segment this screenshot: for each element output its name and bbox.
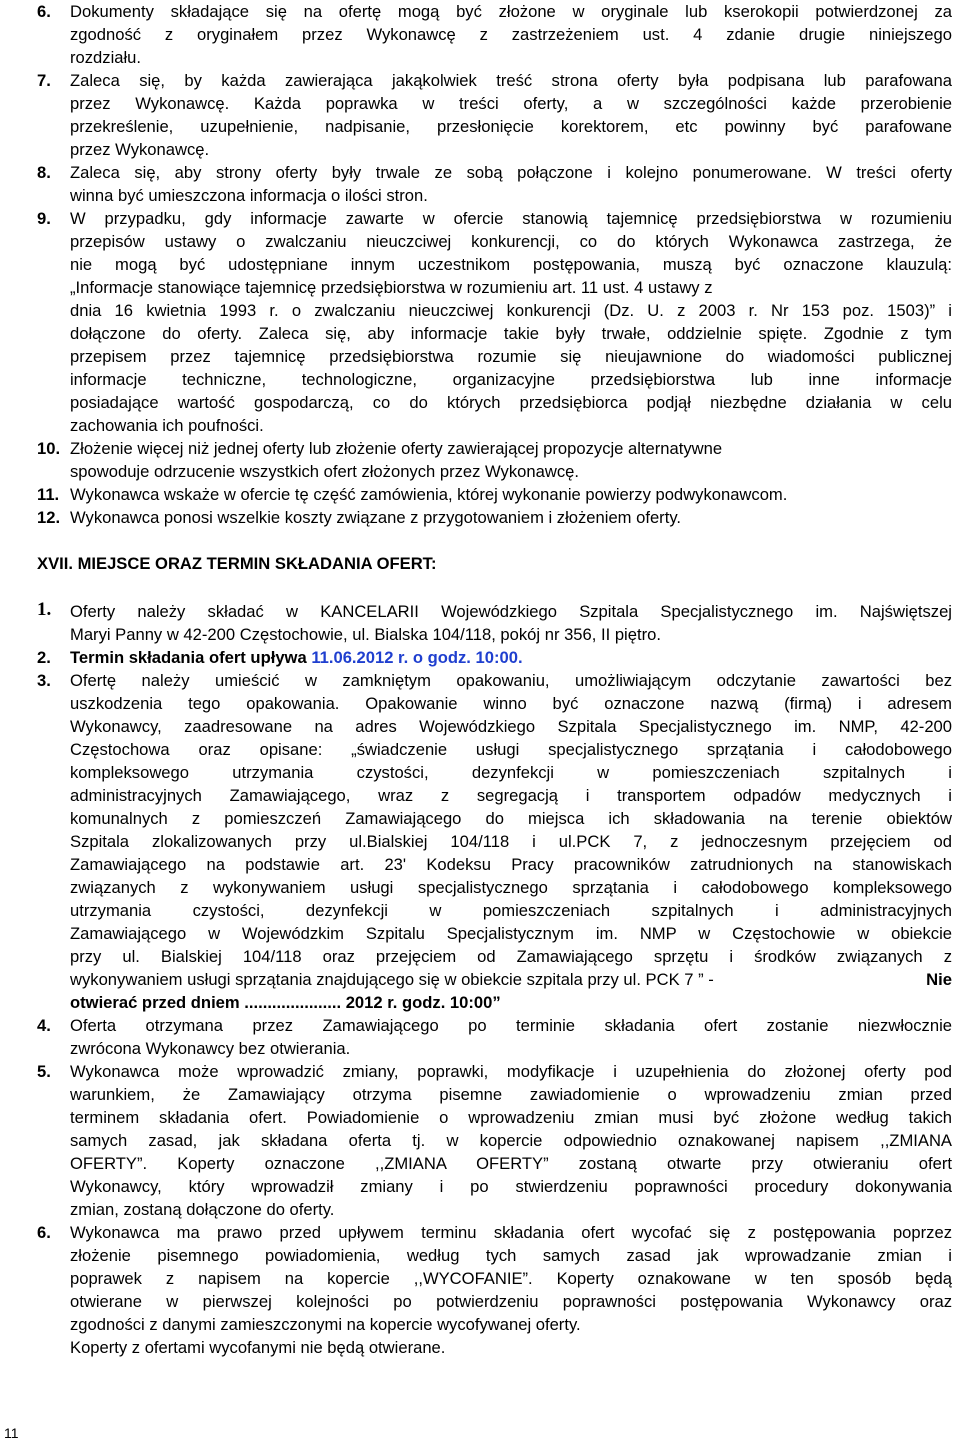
- item-text: spowoduje odrzucenie wszystkich ofert złożonych przez Wykonawcę.: [70, 462, 579, 481]
- item-text: Wykonawca ma prawo przed upływem terminu składania ofert wycofać się z postępowania poprzez: [70, 1223, 952, 1242]
- item-text: terminem składania ofert. Powiadomienie o wprowadzeniu zmian musi być złożone według takich: [70, 1108, 952, 1127]
- item-text: zmian, zostaną dołączone do oferty.: [70, 1200, 335, 1219]
- deadline-label: Termin składania ofert upływa: [70, 648, 307, 667]
- item-number: 5.: [37, 1062, 51, 1081]
- item-text: Zamawiającego w Wojewódzkim Szpitalu Specjalistycznym im. NMP w Częstochowie w obiekcie: [70, 924, 952, 943]
- item-text: Dokumenty składające się na ofertę mogą być złożone w oryginale lub kserokopii potwierdzonej za: [70, 2, 952, 21]
- item-number: 1.: [37, 599, 52, 620]
- item-number: 4.: [37, 1016, 51, 1035]
- item-text: Zaleca się, aby strony oferty były trwale ze sobą połączone i kolejno ponumerowane. W treści oferty: [70, 163, 952, 182]
- item-text: Oferty należy składać w KANCELARII Wojewódzkiego Szpitala Specjalistycznego im. Najświętszej: [70, 602, 952, 621]
- item-number: 9.: [37, 209, 51, 228]
- item-number: 11.: [37, 485, 60, 504]
- item-text: Ofertę należy umieścić w zamkniętym opakowaniu, umożliwiającym odczytanie zawartości bez: [70, 671, 952, 690]
- deadline-period: .: [517, 648, 523, 667]
- item-text: rozdziału.: [70, 48, 142, 67]
- item-text: W przypadku, gdy informacje zawarte w ofercie stanowią tajemnicę przedsiębiorstwa w rozumieniu: [70, 209, 952, 228]
- item-text: winna być umieszczona informacja o ilości stron.: [70, 186, 428, 205]
- item-text-bold: otwierać przed dniem ..................... 2012 r. godz. 10:00”: [70, 993, 501, 1012]
- item-text: informacje techniczne, technologiczne, organizacyjne przedsiębiorstwa lub inne informacje: [70, 370, 952, 389]
- item-text: samych zasad, jak składana oferta tj. w kopercie odpowiednio oznakowanej napisem ,,ZMIANA: [70, 1131, 952, 1150]
- item-text: OFERTY”. Koperty oznaczone ,,ZMIANA OFERTY” zostaną otwarte przy otwieraniu ofert: [70, 1154, 952, 1173]
- item-text: dołączone do oferty. Zaleca się, aby informacje takie były trwałe, oddzielnie spięte. Zgodnie z tym: [70, 324, 952, 343]
- item-text: przez Wykonawcę.: [70, 140, 210, 159]
- item-number: 2.: [37, 648, 51, 667]
- item-text: Złożenie więcej niż jednej oferty lub złożenie oferty zawierającej propozycje alternatywne: [70, 439, 723, 458]
- item-text: komunalnych z pomieszczeń Zamawiającego do miejsca ich składowania na terenie obiektów: [70, 809, 952, 828]
- item-text: zgodność z oryginałem przez Wykonawcę z zastrzeżeniem ust. 4 zdanie drugie niniejszego: [70, 25, 952, 44]
- item-text: Oferta otrzymana przez Zamawiającego po terminie składania ofert zostanie niezwłocznie: [70, 1016, 952, 1035]
- item-number: 3.: [37, 671, 51, 690]
- item-text: przekreślenie, uzupełnienie, nadpisanie, przesłonięcie korektorem, etc powinny być parafowane: [70, 117, 952, 136]
- item-text: uszkodzenia tego opakowania. Opakowanie winno być oznaczone nazwą (firmą) i adresem: [70, 694, 952, 713]
- item-text: Szpitala zlokalizowanych przy ul.Bialskiej 104/118 i ul.PCK 7, z jednoczesnym przejęciem od: [70, 832, 952, 851]
- item-text: Koperty z ofertami wycofanymi nie będą otwierane.: [70, 1338, 446, 1357]
- item-text: zgodności z danymi zamieszczonymi na kopercie wycofywanej oferty.: [70, 1315, 581, 1334]
- item-text: wykonywaniem usługi sprzątania znajdującego się w obiekcie szpitala przy ul. PCK 7 ” -: [70, 970, 714, 989]
- deadline-line: [70, 647, 523, 669]
- item-text: poprawek z napisem na kopercie ,,WYCOFANIE”. Koperty oznakowane w ten sposób będą: [70, 1269, 952, 1288]
- item-text: przy ul. Bialskiej 104/118 oraz przejęciem od Zamawiającego sprzętu i środków związanych z: [70, 947, 952, 966]
- section-heading: XVII. MIEJSCE ORAZ TERMIN SKŁADANIA OFERT:: [37, 554, 437, 573]
- deadline-date: 11.06.2012 r. o godz. 10:00: [311, 648, 518, 667]
- item-text: przepisów ustawy o zwalczaniu nieuczciwej konkurencji, co do których Wykonawca zastrzega, że: [70, 232, 952, 251]
- item-number: 12.: [37, 508, 61, 527]
- item-text: Częstochowa oraz opisane: „świadczenie usługi specjalistycznego sprzątania i całodobowego: [70, 740, 952, 759]
- item-text: zachowania ich poufności.: [70, 416, 264, 435]
- item-number: 10.: [37, 439, 61, 458]
- item-text: Zamawiającego na podstawie art. 23' Kodeksu Pracy pracowników zatrudnionych na stanowiskach: [70, 855, 952, 874]
- item-number: 6.: [37, 2, 51, 21]
- item-text: Wykonawca może wprowadzić zmiany, poprawki, modyfikacje i uzupełnienia do złożonej oferty pod: [70, 1062, 952, 1081]
- item-text: Zaleca się, by każda zawierająca jakąkolwiek treść strona oferty była podpisana lub parafowana: [70, 71, 952, 90]
- item-number: 7.: [37, 71, 51, 90]
- item-text: utrzymania czystości, dezynfekcji w pomieszczeniach szpitalnych i administracyjnych: [70, 901, 952, 920]
- item-text: dnia 16 kwietnia 1993 r. o zwalczaniu nieuczciwej konkurencji (Dz. U. z 2003 r. Nr 153 poz. 1503)” i: [70, 301, 952, 320]
- item-text: Wykonawca wskaże w ofercie tę część zamówienia, której wykonanie powierzy podwykonawcom.: [70, 485, 788, 504]
- item-text: kompleksowego utrzymania czystości, dezynfekcji w pomieszczeniach szpitalnych i: [70, 763, 952, 782]
- item-text: nie mogą być udostępniane innym uczestnikom postępowania, muszą być oznaczone klauzulą:: [70, 255, 952, 274]
- item-text: Wykonawcy, który wprowadził zmiany i po stwierdzeniu poprawności procedury dokonywania: [70, 1177, 952, 1196]
- page-number: 11: [4, 1425, 19, 1441]
- item-text-mixed: [70, 969, 952, 991]
- item-text: warunkiem, że Zamawiający otrzyma pisemne zawiadomienie o wprowadzeniu zmian przed: [70, 1085, 952, 1104]
- item-text: posiadające wartość gospodarczą, co do których przedsiębiorca podjął niezbędne działania w celu: [70, 393, 952, 412]
- item-text: „Informacje stanowiące tajemnicę przedsiębiorstwa w rozumieniu art. 11 ust. 4 ustawy z: [70, 278, 713, 297]
- item-text: Maryi Panny w 42-200 Częstochowie, ul. Bialska 104/118, pokój nr 356, II piętro.: [70, 625, 661, 644]
- item-text: Wykonawcy, zaadresowane na adres Wojewódzkiego Szpitala Specjalistycznego im. NMP, 42-200: [70, 717, 952, 736]
- item-number: 6.: [37, 1223, 51, 1242]
- item-text: przepisem przez tajemnicę przedsiębiorstwa rozumie się nieujawnione do wiadomości publicznej: [70, 347, 952, 366]
- item-text: przez Wykonawcę. Każda poprawka w treści oferty, a w szczególności każde przerobienie: [70, 94, 952, 113]
- item-text: administracyjnych Zamawiającego, wraz z segregacją i transportem odpadów medycznych i: [70, 786, 952, 805]
- item-text-bold: Nie: [926, 970, 952, 989]
- item-text: złożenie pisemnego powiadomienia, według tych samych zasad jak wprowadzanie zmian i: [70, 1246, 952, 1265]
- item-number: 8.: [37, 163, 51, 182]
- item-text: Wykonawca ponosi wszelkie koszty związane z przygotowaniem i złożeniem oferty.: [70, 508, 681, 527]
- item-text: związanych z wykonywaniem usługi specjalistycznego sprzątania i całodobowego kompleksowego: [70, 878, 952, 897]
- item-text: zwrócona Wykonawcy bez otwierania.: [70, 1039, 351, 1058]
- item-text: otwierane w pierwszej kolejności po potwierdzeniu poprawności postępowania Wykonawcy oraz: [70, 1292, 952, 1311]
